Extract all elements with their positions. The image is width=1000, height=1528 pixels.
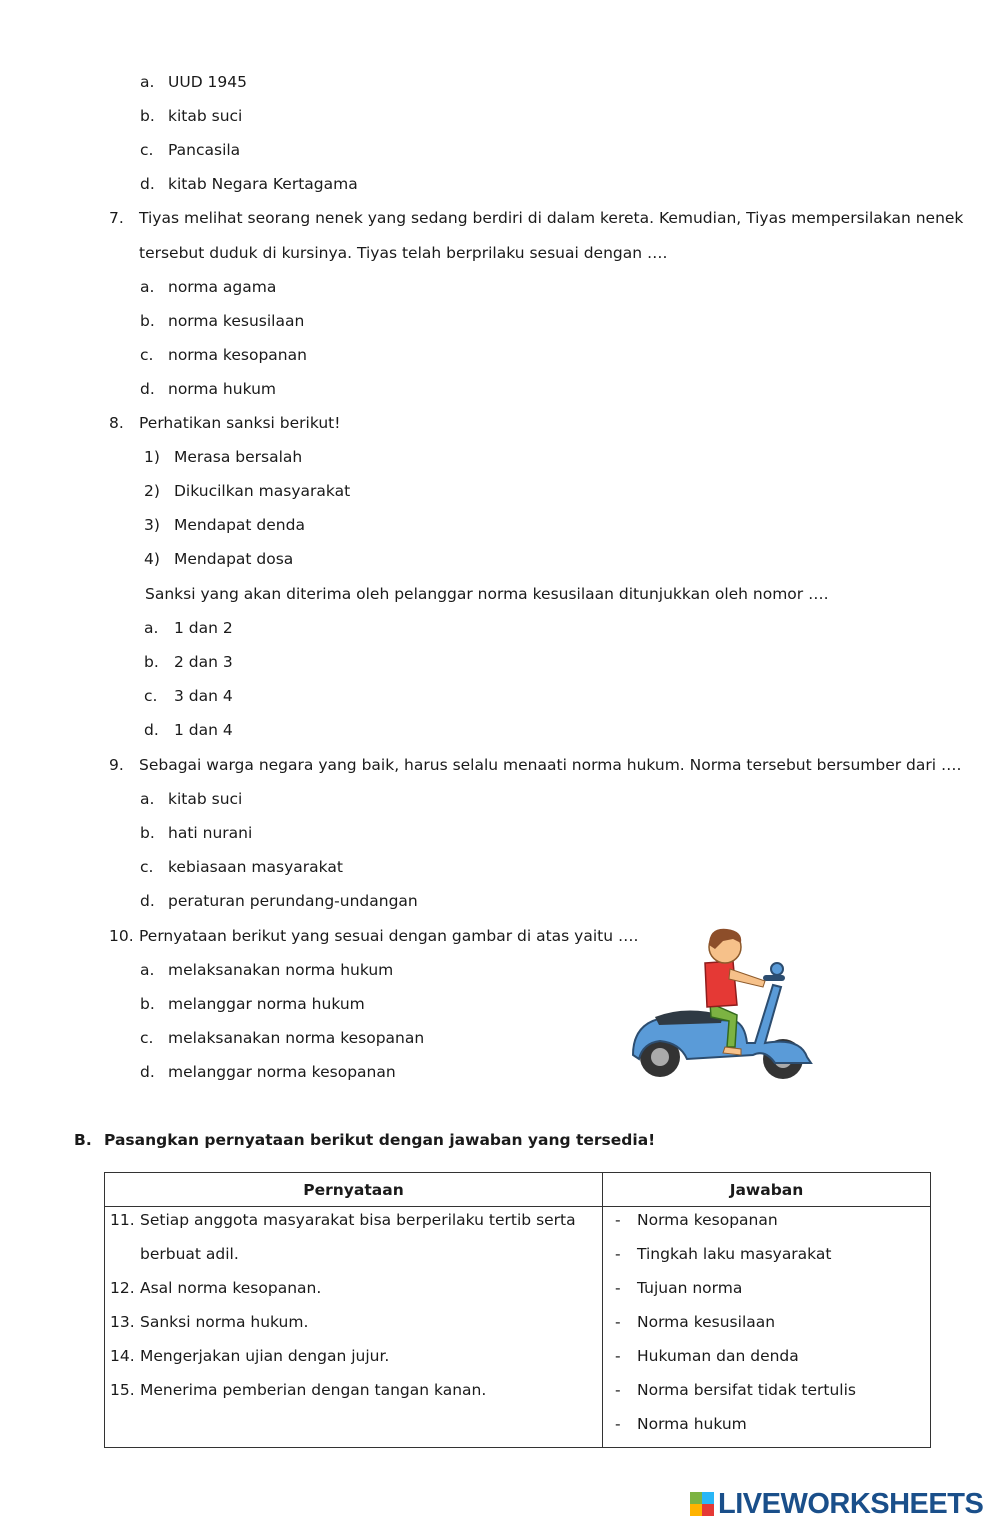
q7-option-a: norma agama (168, 278, 277, 296)
q10-option-d: melanggar norma kesopanan (168, 1063, 396, 1081)
answer-text: Tingkah laku masyarakat (637, 1245, 832, 1263)
q10-option-c: melaksanakan norma kesopanan (168, 1029, 425, 1047)
q8-option-b: 2 dan 3 (174, 653, 233, 671)
q9-option-d: peraturan perundang-undangan (168, 892, 418, 910)
answer-dash: - (615, 1211, 621, 1229)
q10-option-c-letter: c. (140, 1029, 154, 1047)
answer-text: Norma kesopanan (637, 1211, 778, 1229)
answer-dash: - (615, 1279, 621, 1297)
q6-option-d-letter: d. (140, 175, 155, 193)
answer-row (603, 1309, 930, 1343)
answer-row (603, 1241, 930, 1275)
q7-option-b-letter: b. (140, 312, 155, 330)
q10-option-a-letter: a. (140, 961, 155, 979)
q8-option-d-letter: d. (144, 721, 159, 739)
answer-text: Hukuman dan denda (637, 1347, 799, 1365)
statement-number: 15. (110, 1381, 135, 1399)
answer-row (603, 1411, 930, 1445)
q10-option-b-letter: b. (140, 995, 155, 1013)
statement-row (105, 1207, 602, 1241)
statement-number: 12. (110, 1279, 135, 1297)
q7-text-line2: tersebut duduk di kursinya. Tiyas telah berprilaku sesuai dengan …. (139, 244, 668, 262)
statement-row (105, 1275, 602, 1309)
answer-dash: - (615, 1245, 621, 1263)
q8-item-2-number: 2) (144, 482, 160, 500)
q6-option-d: kitab Negara Kertagama (168, 175, 358, 193)
q8-item-1: Merasa bersalah (174, 448, 303, 466)
answer-row (603, 1343, 930, 1377)
q10-option-b: melanggar norma hukum (168, 995, 365, 1013)
q10-option-a: melaksanakan norma hukum (168, 961, 394, 979)
q7-option-d-letter: d. (140, 380, 155, 398)
q9-text: Sebagai warga negara yang baik, harus selalu menaati norma hukum. Norma tersebut bersumber dari …. (139, 756, 962, 774)
q10-text: Pernyataan berikut yang sesuai dengan gambar di atas yaitu …. (139, 927, 639, 945)
q7-option-c: norma kesopanan (168, 346, 307, 364)
q6-option-c: Pancasila (168, 141, 241, 159)
q6-option-b-letter: b. (140, 107, 155, 125)
answer-text: Norma kesusilaan (637, 1313, 776, 1331)
statement-text: Menerima pemberian dengan tangan kanan. (140, 1381, 487, 1399)
answer-text: Norma bersifat tidak tertulis (637, 1381, 856, 1399)
answer-dash: - (615, 1415, 621, 1433)
statement-row (105, 1309, 602, 1343)
q9-option-b: hati nurani (168, 824, 253, 842)
q8-text: Perhatikan sanksi berikut! (139, 414, 341, 432)
column-header-statement: Pernyataan (105, 1173, 603, 1207)
q8-item-2: Dikucilkan masyarakat (174, 482, 351, 500)
matching-table (104, 1172, 931, 1448)
q8-item-1-number: 1) (144, 448, 160, 466)
boy-on-scooter-illustration (625, 925, 815, 1085)
q7-option-b: norma kesusilaan (168, 312, 305, 330)
brand-name: LIVEWORKSHEETS (718, 1487, 984, 1520)
answer-row (603, 1377, 930, 1411)
statement-text: Setiap anggota masyarakat bisa berperilaku tertib serta (140, 1211, 576, 1229)
answer-text: Tujuan norma (637, 1279, 743, 1297)
statement-text: Mengerjakan ujian dengan jujur. (140, 1347, 390, 1365)
column-header-answer: Jawaban (603, 1173, 931, 1207)
answer-row (603, 1207, 930, 1241)
q9-option-c: kebiasaan masyarakat (168, 858, 343, 876)
statement-row (105, 1377, 602, 1411)
q8-option-b-letter: b. (144, 653, 159, 671)
answer-dash: - (615, 1313, 621, 1331)
q9-option-a-letter: a. (140, 790, 155, 808)
q8-option-c: 3 dan 4 (174, 687, 233, 705)
q8-item-4-number: 4) (144, 550, 160, 568)
q10-number: 10. (109, 927, 134, 945)
statement-row (105, 1343, 602, 1377)
q8-option-d: 1 dan 4 (174, 721, 233, 739)
statement-text: Asal norma kesopanan. (140, 1279, 322, 1297)
q9-option-b-letter: b. (140, 824, 155, 842)
q7-option-d: norma hukum (168, 380, 277, 398)
answers-cell (603, 1207, 931, 1448)
q7-number: 7. (109, 209, 124, 227)
q7-option-c-letter: c. (140, 346, 154, 364)
q9-option-c-letter: c. (140, 858, 154, 876)
q6-option-c-letter: c. (140, 141, 154, 159)
q9-number: 9. (109, 756, 124, 774)
q7-text-line1: Tiyas melihat seorang nenek yang sedang berdiri di dalam kereta. Kemudian, Tiyas mempersilakan nenek (139, 209, 964, 227)
statement-number: 13. (110, 1313, 135, 1331)
q8-option-c-letter: c. (144, 687, 158, 705)
q8-question: Sanksi yang akan diterima oleh pelanggar norma kesusilaan ditunjukkan oleh nomor …. (145, 585, 829, 603)
q8-option-a-letter: a. (144, 619, 159, 637)
q9-option-a: kitab suci (168, 790, 243, 808)
statement-number: 14. (110, 1347, 135, 1365)
answer-row (603, 1275, 930, 1309)
section-b-title: Pasangkan pernyataan berikut dengan jawaban yang tersedia! (104, 1131, 656, 1149)
answer-text: Norma hukum (637, 1415, 747, 1433)
statement-text: Sanksi norma hukum. (140, 1313, 309, 1331)
statement-text: berbuat adil. (140, 1245, 239, 1263)
answer-dash: - (615, 1381, 621, 1399)
statements-cell (105, 1207, 603, 1448)
q8-item-3-number: 3) (144, 516, 160, 534)
answer-dash: - (615, 1347, 621, 1365)
liveworksheets-icon (690, 1492, 714, 1516)
section-b-label: B. (74, 1131, 92, 1149)
q8-number: 8. (109, 414, 124, 432)
q6-option-b: kitab suci (168, 107, 243, 125)
q7-option-a-letter: a. (140, 278, 155, 296)
q8-item-3: Mendapat denda (174, 516, 305, 534)
q6-option-a: UUD 1945 (168, 73, 247, 91)
q6-option-a-letter: a. (140, 73, 155, 91)
q9-option-d-letter: d. (140, 892, 155, 910)
q10-option-d-letter: d. (140, 1063, 155, 1081)
q8-option-a: 1 dan 2 (174, 619, 233, 637)
q8-item-4: Mendapat dosa (174, 550, 294, 568)
liveworksheets-logo (690, 1486, 983, 1522)
statement-number: 11. (110, 1211, 135, 1229)
statement-row (105, 1241, 602, 1275)
